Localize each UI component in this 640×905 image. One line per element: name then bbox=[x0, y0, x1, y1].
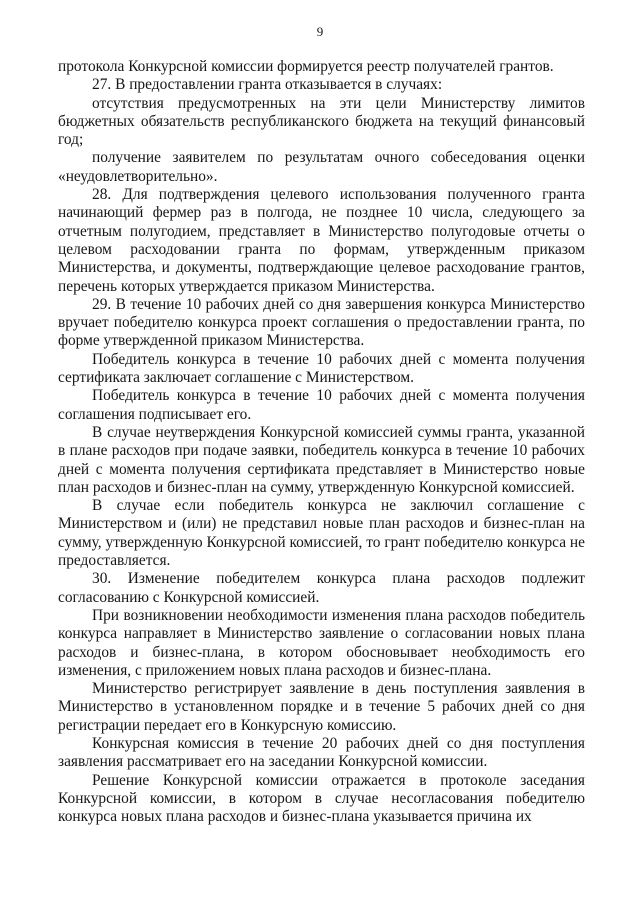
paragraph-refusal-reason-limits: отсутствия предусмотренных на эти цели Министерству лимитов бюджетных обязательств республиканского бюджета на текущий финансовый год; bbox=[58, 94, 585, 149]
paragraph-agreement-signing: Победитель конкурса в течение 10 рабочих дней с момента получения соглашения подписывает его. bbox=[58, 387, 585, 423]
paragraph-clause-28: 28. Для подтверждения целевого использования полученного гранта начинающий фермер раз в полгода, не позднее 10 числа, следующего за отчетным полугодием, представляет в Министерство полугодовые отчеты о целевом расходовании гранта по формам, утвержденным приказом Министерства, и документы, подтверждающие целевое расходование грантов, перечень которых утверждается приказом Министерства. bbox=[58, 186, 585, 295]
paragraph-new-plan-submission: В случае неутверждения Конкурсной комиссией суммы гранта, указанной в плане расходов при подаче заявки, победитель конкурса в течение 10 рабочих дней с момента получения сертификата представляет в Министерство новые план расходов и бизнес-план на сумму, утвержденную Конкурсной комиссией. bbox=[58, 423, 585, 496]
paragraph-certificate-agreement: Победитель конкурса в течение 10 рабочих дней с момента получения сертификата заключает соглашение с Министерством. bbox=[58, 350, 585, 387]
paragraph-clause-30: 30. Изменение победителем конкурса плана расходов подлежит согласованию с Конкурсной комиссией. bbox=[58, 570, 585, 606]
paragraph-grant-not-provided: В случае если победитель конкурса не заключил соглашение с Министерством и (или) не представил новые план расходов и бизнес-план на сумму, утвержденную Конкурсной комиссией, то грант победителю конкурса не предоставляется. bbox=[58, 497, 585, 570]
document-body bbox=[58, 58, 585, 826]
paragraph-clause-29: 29. В течение 10 рабочих дней со дня завершения конкурса Министерство вручает победителю конкурса проект соглашения о предоставлении гранта, по форме утвержденной приказом Министерства. bbox=[58, 295, 585, 350]
paragraph-clause-27: 27. В предоставлении гранта отказывается в случаях: bbox=[92, 76, 443, 94]
paragraph-commission-review: Конкурсная комиссия в течение 20 рабочих дней со дня поступления заявления рассматривает его на заседании Конкурсной комиссии. bbox=[58, 734, 585, 771]
paragraph-commission-decision: Решение Конкурсной комиссии отражается в протоколе заседания Конкурсной комиссии, в котором в случае несогласования победителю конкурса новых плана расходов и бизнес-плана указывается причина их bbox=[58, 771, 585, 826]
paragraph-refusal-reason-interview: получение заявителем по результатам очного собеседования оценки «неудовлетворительно». bbox=[58, 149, 585, 185]
paragraph-registration: Министерство регистрирует заявление в день поступления заявления в Министерство в установленном порядке и в течение 5 рабочих дней со дня регистрации передает его в Конкурсную комиссию. bbox=[58, 680, 585, 734]
paragraph-plan-change-request: При возникновении необходимости изменения плана расходов победитель конкурса направляет в Министерство заявление о согласовании новых плана расходов и бизнес-плана, в котором обосновывает необходимость его изменения, с приложением новых плана расходов и бизнес-плана. bbox=[58, 606, 585, 679]
paragraph-continuation: протокола Конкурсной комиссии формируется реестр получателей грантов. bbox=[58, 58, 554, 75]
page-number: 9 bbox=[316, 24, 324, 39]
